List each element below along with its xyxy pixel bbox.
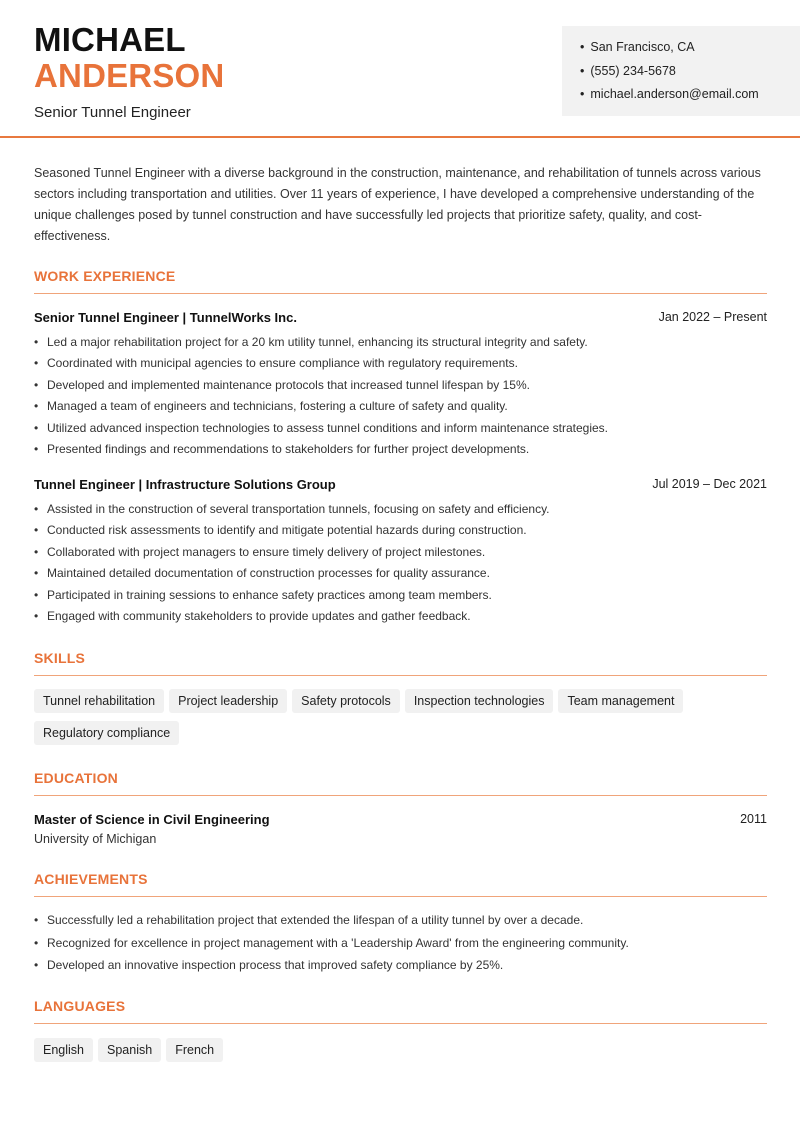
contact-box [562,26,800,116]
last-name: ANDERSON [34,57,225,94]
list-item: • Utilized advanced inspection technologies to assess tunnel conditions and inform maintenance strategies. [34,418,767,439]
job-title: Senior Tunnel Engineer [34,104,191,121]
section-title-education: EDUCATION [34,770,767,796]
job-bullets [34,499,767,627]
job-role: Senior Tunnel Engineer | TunnelWorks Inc. [34,310,297,325]
list-item: • Recognized for excellence in project management with a 'Leadership Award' from the engineering community. [34,932,767,955]
list-item: • Coordinated with municipal agencies to ensure compliance with regulatory requirements. [34,353,767,374]
list-item: • Led a major rehabilitation project for a 20 km utility tunnel, enhancing its structural integrity and safety. [34,332,767,353]
job-dates: Jul 2019 – Dec 2021 [652,477,767,491]
section-title-achievements: ACHIEVEMENTS [34,871,767,897]
skill-chip: Project leadership [169,689,287,713]
education-year: 2011 [740,812,767,826]
education-degree: Master of Science in Civil Engineering [34,812,270,827]
list-item: • Conducted risk assessments to identify and mitigate potential hazards during construction. [34,520,767,541]
job-header [34,477,767,497]
contact-email[interactable]: • michael.anderson@email.com [580,83,800,107]
section-title-skills: SKILLS [34,650,767,676]
first-name: MICHAEL [34,21,186,58]
skill-chip: Safety protocols [292,689,400,713]
contact-phone: • (555) 234-5678 [580,60,800,84]
job-role: Tunnel Engineer | Infrastructure Solutions Group [34,477,336,492]
list-item: • Collaborated with project managers to ensure timely delivery of project milestones. [34,542,767,563]
job-header [34,310,767,330]
list-item: • Developed an innovative inspection process that improved safety compliance by 25%. [34,954,767,977]
skill-chip: Regulatory compliance [34,721,179,745]
list-item: • Presented findings and recommendations to stakeholders for further project developments. [34,439,767,460]
list-item: • Managed a team of engineers and technicians, fostering a culture of safety and quality. [34,396,767,417]
skill-chip: Team management [558,689,683,713]
skill-chip: Inspection technologies [405,689,554,713]
section-title-languages: LANGUAGES [34,998,767,1024]
job-dates: Jan 2022 – Present [658,310,767,324]
language-chip: Spanish [98,1038,161,1062]
skills-list [34,689,767,753]
languages-list [34,1038,767,1070]
list-item: • Maintained detailed documentation of construction processes for quality assurance. [34,563,767,584]
list-item: • Engaged with community stakeholders to provide updates and gather feedback. [34,606,767,627]
summary-paragraph: Seasoned Tunnel Engineer with a diverse background in the construction, maintenance, and rehabilitation of tunnels across various sectors including transportation and utilities. Over 11 years of experience, I have developed a comprehensive understanding of the unique challenges posed by tunnel construction and have successfully led projects that prioritize safety, quality, and cost-effectiveness. [34,166,761,243]
name-block [34,22,224,121]
skill-chip: Tunnel rehabilitation [34,689,164,713]
list-item: • Developed and implemented maintenance protocols that increased tunnel lifespan by 15%. [34,375,767,396]
language-chip: French [166,1038,223,1062]
education-school: University of Michigan [34,832,157,846]
resume-header [0,0,800,138]
job-bullets [34,332,767,460]
section-title-work: WORK EXPERIENCE [34,268,767,294]
list-item: • Assisted in the construction of several transportation tunnels, focusing on safety and efficiency. [34,499,767,520]
language-chip: English [34,1038,93,1062]
list-item: • Participated in training sessions to enhance safety practices among team members. [34,585,767,606]
list-item: • Successfully led a rehabilitation project that extended the lifespan of a utility tunnel by over a decade. [34,909,767,932]
achievement-bullets [34,909,767,977]
contact-location: • San Francisco, CA [580,36,800,60]
